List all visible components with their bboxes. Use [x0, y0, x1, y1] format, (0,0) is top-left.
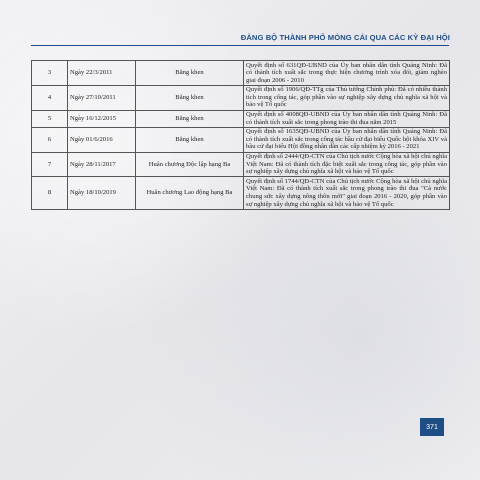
row-number: 3: [32, 61, 68, 86]
row-number: 4: [32, 85, 68, 110]
table-row: [32, 152, 450, 177]
award-date: Ngày 18/10/2019: [68, 177, 136, 209]
awards-table: [31, 60, 450, 210]
award-form: Bằng khen: [136, 110, 244, 127]
award-date: Ngày 28/11/2017: [68, 152, 136, 177]
page-number: 371: [426, 423, 438, 431]
table-row: [32, 85, 450, 110]
award-content: Quyết định số 2444/QĐ-CTN của Chủ tịch nước Cộng hòa xã hội chủ nghĩa Việt Nam: Đã có thành tích đặc biệt xuất sắc trong công tác, góp phần vào sự nghiệp xây dựng chủ nghĩa xã hội và bảo vệ Tổ quốc: [244, 152, 450, 177]
award-form: Bằng khen: [136, 127, 244, 152]
award-content: Quyết định số 1906/QĐ-TTg của Thủ tướng Chính phủ: Đã có nhiều thành tích trong công tác, góp phần vào sự nghiệp xây dựng chủ nghĩa xã hội và bảo vệ Tổ quốc: [244, 85, 450, 110]
award-form: Huân chương Độc lập hạng Ba: [136, 152, 244, 177]
row-number: 5: [32, 110, 68, 127]
table-row: [32, 177, 450, 209]
award-content: Quyết định số 4008QĐ-UBND của Ủy ban nhân dân tỉnh Quảng Ninh: Đã có thành tích xuất sắc trong phong trào thi đua năm 2015: [244, 110, 450, 127]
row-number: 6: [32, 127, 68, 152]
header-title: ĐẢNG BỘ THÀNH PHỐ MÓNG CÁI QUA CÁC KỲ ĐẠI HỘI: [240, 33, 450, 42]
table-row: [32, 110, 450, 127]
award-date: Ngày 16/12/2015: [68, 110, 136, 127]
award-content: Quyết định số 1744/QĐ-CTN của Chủ tịch nước Cộng hòa xã hội chủ nghĩa Việt Nam: Đã có thành tích xuất sắc trong phong trào thi đua "Cả nước chung sức xây dựng nông thôn mới" giai đoạn 2016 - 2020, góp phần vào sự nghiệp xây dựng chủ nghĩa xã hội và bảo vệ Tổ quốc: [244, 177, 450, 209]
award-form: Huân chương Lao động hạng Ba: [136, 177, 244, 209]
award-date: Ngày 27/10/2011: [68, 85, 136, 110]
header-divider: [31, 45, 449, 46]
award-date: Ngày 22/3/2011: [68, 61, 136, 86]
page-number-badge: [420, 418, 444, 436]
table-row: [32, 127, 450, 152]
row-number: 7: [32, 152, 68, 177]
row-number: 8: [32, 177, 68, 209]
award-content: Quyết định số 631QĐ-UBND của Ủy ban nhân dân tỉnh Quảng Ninh: Đã có thành tích xuất sắc trong thực hiện chương trình xóa đói, giảm nghèo giai đoạn 2006 - 2010: [244, 61, 450, 86]
award-date: Ngày 01/6/2016: [68, 127, 136, 152]
table-row: [32, 61, 450, 86]
award-form: Bằng khen: [136, 61, 244, 86]
page-header: [0, 0, 480, 44]
award-form: Bằng khen: [136, 85, 244, 110]
award-content: Quyết định số 1635QĐ-UBND của Ủy ban nhân dân tỉnh Quảng Ninh: Đã có thành tích xuất sắc trong công tác bầu cử đại biểu Quốc hội khóa XIV và bầu cử đại biểu Hội đồng nhân dân các cấp nhiệm kỳ 2016 - 2021: [244, 127, 450, 152]
